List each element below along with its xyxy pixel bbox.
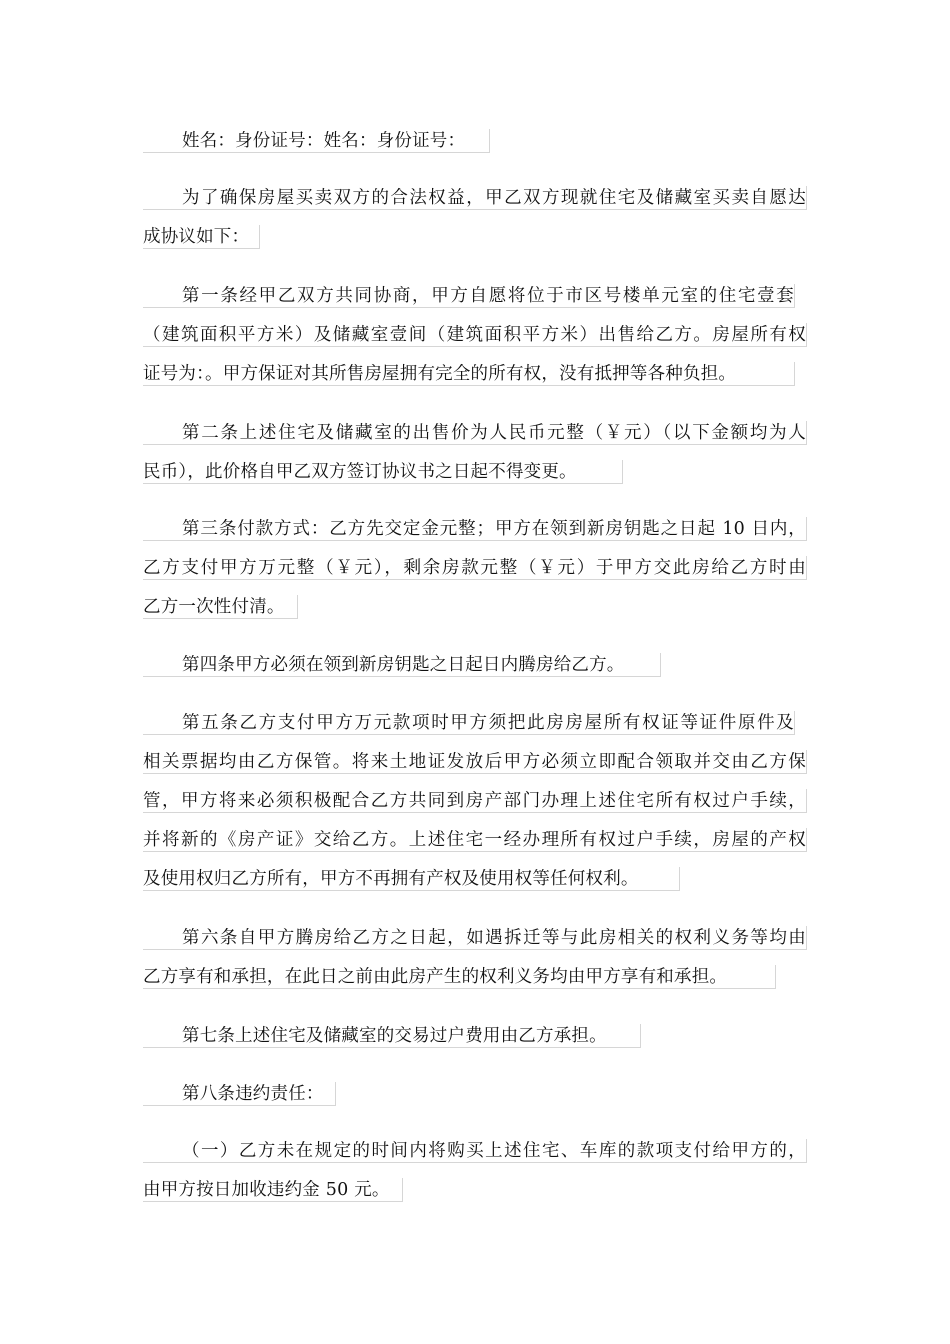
text-line: 成协议如下：	[143, 225, 260, 249]
text-line: 并将新的《房产证》交给乙方。上述住宅一经办理所有权过户手续，房屋的产权	[143, 830, 806, 850]
text-line: 第六条自甲方腾房给乙方之日起，如遇拆迁等与此房相关的权利义务等均由	[143, 926, 807, 950]
parties-identity-paragraph	[143, 129, 807, 153]
text-line: 为了确保房屋买卖双方的合法权益，甲乙双方现就住宅及储藏室买卖自愿达	[143, 186, 807, 210]
text-line: 相关票据均由乙方保管。将来土地证发放后甲方必须立即配合领取并交由乙方保	[143, 752, 806, 772]
text-line: 第三条付款方式：乙方先交定金元整；甲方在领到新房钥匙之日起 10 日内，	[143, 517, 807, 541]
text-line: （建筑面积平方米）及储藏室壹间（建筑面积平方米）出售给乙方。房屋所有权	[143, 325, 806, 345]
text-line: 及使用权归乙方所有，甲方不再拥有产权及使用权等任何权利。	[143, 867, 680, 891]
article-1-paragraph	[143, 284, 807, 386]
text-line: 第五条乙方支付甲方万元款项时甲方须把此房房屋所有权证等证件原件及	[143, 711, 795, 735]
text-line: （一）乙方未在规定的时间内将购买上述住宅、车库的款项支付给甲方的，	[143, 1139, 807, 1163]
text-line: 由甲方按日加收违约金 50 元。	[143, 1178, 403, 1202]
article-2-paragraph	[143, 421, 807, 484]
text-line: 乙方一次性付清。	[143, 595, 298, 619]
article-3-paragraph	[143, 517, 807, 619]
text-line: 第二条上述住宅及储藏室的出售价为人民币元整（￥元）（以下金额均为人	[143, 421, 807, 445]
text-line: 民币），此价格自甲乙双方签订协议书之日起不得变更。	[143, 460, 623, 484]
text-line: 第四条甲方必须在领到新房钥匙之日起日内腾房给乙方。	[143, 653, 661, 677]
text-line: 管，甲方将来必须积极配合乙方共同到房产部门办理上述住宅所有权过户手续，	[143, 791, 806, 811]
article-5-paragraph	[143, 711, 807, 891]
article-4-paragraph	[143, 653, 807, 677]
text-line: 证号为：。甲方保证对其所售房屋拥有完全的所有权，没有抵押等各种负担。	[143, 362, 795, 386]
text-line: 姓名：身份证号：姓名：身份证号：	[143, 129, 490, 153]
article-7-paragraph	[143, 1024, 807, 1048]
article-8-paragraph	[143, 1082, 807, 1106]
text-line: 第七条上述住宅及储藏室的交易过户费用由乙方承担。	[143, 1024, 641, 1048]
text-line: 乙方支付甲方万元整（￥元），剩余房款元整（￥元）于甲方交此房给乙方时由	[143, 558, 806, 578]
article-8-clause-1-paragraph	[143, 1139, 807, 1202]
preamble-paragraph	[143, 186, 807, 249]
text-line: 第八条违约责任：	[143, 1082, 336, 1106]
text-line: 第一条经甲乙双方共同协商，甲方自愿将位于市区号楼单元室的住宅壹套	[143, 284, 795, 308]
article-6-paragraph	[143, 926, 807, 989]
text-line: 乙方享有和承担，在此日之前由此房产生的权利义务均由甲方享有和承担。	[143, 965, 776, 989]
